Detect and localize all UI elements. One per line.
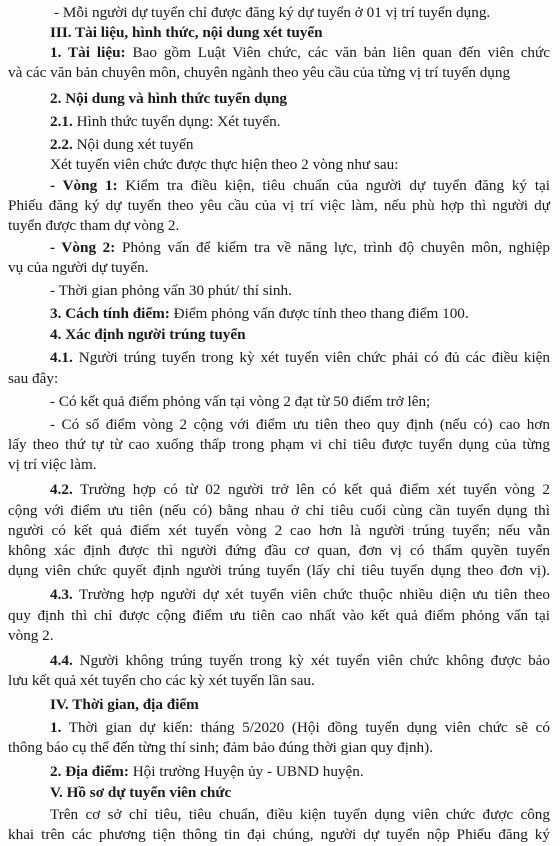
- paragraph-line: - Mỗi người dự tuyển chỉ được đăng ký dự tuyển ở 01 vị trí tuyển dụng.: [54, 4, 491, 21]
- paragraph-line: 2.2. Nội dung xét tuyển: [50, 135, 194, 153]
- paragraph-line: lưu kết quả xét tuyển cho các kỳ xét tuyển lần sau.: [8, 671, 315, 689]
- section-heading-v: V. Hồ sơ dự tuyển viên chức: [50, 784, 232, 802]
- paragraph-line: 4.3. Trường hợp người dự xét tuyển viên chức thuộc nhiều diện ưu tiên theo: [50, 586, 550, 604]
- paragraph-line: - Thời gian phỏng vấn 30 phút/ thí sinh.: [50, 281, 292, 299]
- paragraph-line: và các văn bản chuyên môn, chuyên ngành theo yêu cầu của từng vị trí tuyển dụng: [8, 63, 511, 81]
- paragraph-line: 1. Thời gian dự kiến: tháng 5/2020 (Hội đồng tuyển dụng viên chức sẽ có: [50, 718, 550, 736]
- paragraph-line: 3. Cách tính điểm: Điểm phỏng vấn được tính theo thang điểm 100.: [50, 304, 469, 322]
- paragraph-line: dụng viên chức quyết định người trúng tuyển (lấy chỉ tiêu tuyển dụng theo đơn vị).: [8, 562, 550, 580]
- paragraph-line: - Có số điểm vòng 2 cộng với điểm ưu tiên theo quy định (nếu có) cao hơn: [50, 415, 550, 433]
- paragraph-line: - Vòng 2: Phỏng vấn để kiểm tra về năng lực, trình độ chuyên môn, nghiệp: [50, 239, 550, 257]
- subsection-heading: 4. Xác định người trúng tuyển: [50, 326, 246, 344]
- paragraph-line: Trên cơ sở chỉ tiêu, tiêu chuẩn, điều kiện tuyển dụng viên chức được công: [50, 806, 550, 824]
- paragraph-line: 1. Tài liệu: Bao gồm Luật Viên chức, các văn bản liên quan đến viên chức: [50, 43, 550, 61]
- section-heading-iii: III. Tài liệu, hình thức, nội dung xét tuyển: [50, 23, 323, 41]
- paragraph-line: Phiếu đăng ký dự tuyển theo yêu cầu của vị trí việc làm, nếu phù hợp thì người dự: [8, 197, 550, 215]
- paragraph-line: vòng 2.: [8, 626, 54, 644]
- paragraph-line: vụ của người dự tuyển.: [8, 259, 149, 276]
- paragraph-line: thông báo cụ thể đến từng thí sinh; đảm bảo đúng thời gian quy định).: [8, 738, 434, 756]
- paragraph-line: quy định thì chỉ được cộng điểm ưu tiên cao nhất vào kết quả điểm phỏng vấn tại: [8, 607, 550, 624]
- paragraph-line: - Có kết quả điểm phỏng vấn tại vòng 2 đạt từ 50 điểm trở lên;: [50, 392, 431, 410]
- paragraph-line: 4.2. Trường hợp có từ 02 người trở lên có kết quả điểm xét tuyển vòng 2: [50, 480, 550, 498]
- section-heading-iv: IV. Thời gian, địa điểm: [50, 696, 199, 714]
- paragraph-line: khai trên các phương tiện thông tin đại chúng, người dự tuyển nộp Phiếu đăng ký: [8, 826, 550, 843]
- paragraph-line: Xét tuyển viên chức được thực hiện theo 2 vòng như sau:: [50, 155, 399, 173]
- paragraph-line: người có kết quả điểm xét tuyển vòng 2 cao hơn là người trúng tuyển; nếu vẫn: [8, 521, 550, 539]
- paragraph-line: vị trí việc làm.: [8, 456, 97, 474]
- paragraph-line: - Vòng 1: Kiểm tra điều kiện, tiêu chuẩn của người dự tuyển đăng ký tại: [50, 176, 551, 194]
- paragraph-line: 4.4. Người không trúng tuyển trong kỳ xét tuyển viên chức không được bảo: [50, 651, 550, 669]
- subsection-heading: 2. Nội dung và hình thức tuyển dụng: [50, 90, 288, 108]
- paragraph-line: 2.1. Hình thức tuyển dụng: Xét tuyển.: [50, 113, 281, 130]
- paragraph-line: lấy theo thứ tự từ cao xuống thấp trong phạm vi chỉ tiêu được tuyển dụng của từng: [8, 436, 550, 454]
- paragraph-line: tuyển được tham dự vòng 2.: [8, 217, 180, 235]
- paragraph-line: 2. Địa điểm: Hội trường Huyện ủy - UBND huyện.: [50, 762, 364, 780]
- paragraph-line: cộng với điểm ưu tiên (nếu có) bằng nhau ở chỉ tiêu cuối cùng cần tuyển dụng thì: [8, 501, 550, 519]
- paragraph-line: không xác định được thì người đứng đầu cơ quan, đơn vị có thẩm quyền tuyển: [8, 541, 550, 559]
- paragraph-line: sau đây:: [8, 370, 59, 387]
- paragraph-line: 4.1. Người trúng tuyển trong kỳ xét tuyển viên chức phải có đủ các điều kiện: [50, 349, 551, 367]
